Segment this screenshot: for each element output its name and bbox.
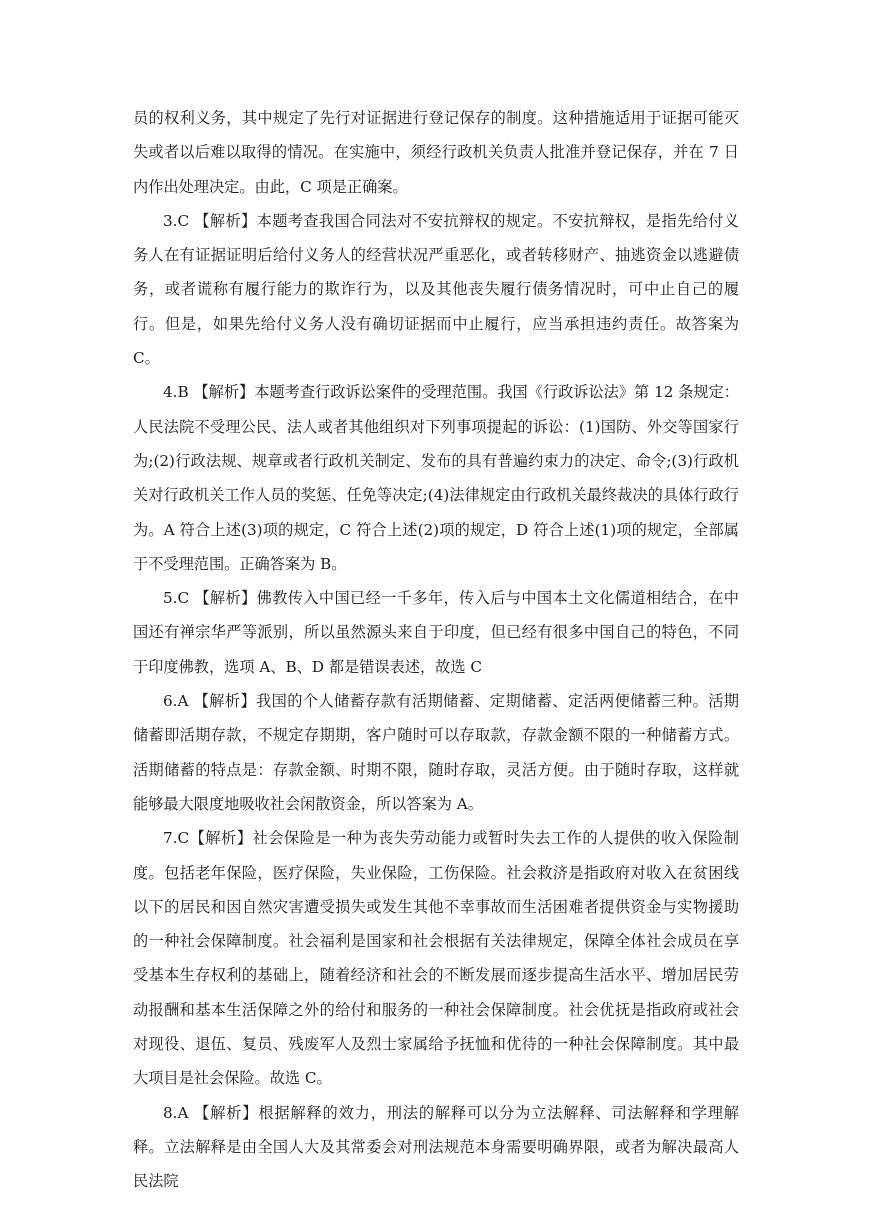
paragraph-answer-7: 7.C【解析】社会保险是一种为丧失劳动能力或暂时失去工作的人提供的收入保险制度。包括老年保险，医疗保险，失业保险，工伤保险。社会救济是指政府对收入在贫困线以下的居民和因自然灾害遭受损失或发生其他不幸事故而生活困难者提供资金与实物援助的一种社会保障制度。社会福利是国家和社会根据有关法律规定，保障全体社会成员在享受基本生存权利的基础上，随着经济和社会的不断发展而逐步提高生活水平、增加居民劳动报酬和基本生活保障之外的给付和服务的一种社会保障制度。社会优抚是指政府或社会对现役、退伍、复员、残废军人及烈士家属给予抚恤和优待的一种社会保障制度。其中最大项目是社会保险。故选 C。 [133, 829, 739, 1088]
paragraph-answer-4: 4.B 【解析】本题考查行政诉讼案件的受理范围。我国《行政诉讼法》第 12 条规定：人民法院不受理公民、法人或者其他组织对下列事项提起的诉讼：(1)国防、外交等国家行为;(2)行政法规、规章或者行政机关制定、发布的具有普遍约束力的决定、命令;(3)行政机关对行政机关工作人员的奖惩、任免等决定;(4)法律规定由行政机关最终裁决的具体行政行为。A 符合上述(3)项的规定，C 符合上述(2)项的规定，D 符合上述(1)项的规定，全部属于不受理范围。正确答案为 B。 [133, 383, 739, 573]
paragraph-answer-3: 3.C 【解析】本题考查我国合同法对不安抗辩权的规定。不安抗辩权，是指先给付义务人在有证据证明后给付义务人的经营状况严重恶化，或者转移财产、抽逃资金以逃避债务，或者谎称有履行能力的欺诈行为，以及其他丧失履行债务情况时，可中止自己的履行。但是，如果先给付义务人没有确切证据而中止履行，应当承担违约责任。故答案为 C。 [133, 211, 739, 368]
paragraph-answer-8: 8.A 【解析】根据解释的效力，刑法的解释可以分为立法解释、司法解释和学理解释。立法解释是由全国人大及其常委会对刑法规范本身需要明确界限，或者为解决最高人民法院 [133, 1103, 739, 1191]
paragraph-answer-6: 6.A 【解析】我国的个人储蓄存款有活期储蓄、定期储蓄、定活两便储蓄三种。活期储蓄即活期存款，不规定存期期，客户随时可以存取款，存款金额不限的一种储蓄方式。活期储蓄的特点是：存款金额、时期不限，随时存取，灵活方便。由于随时存取，这样就能够最大限度地吸收社会闲散资金，所以答案为 A。 [133, 692, 739, 813]
paragraph-continuation: 员的权利义务，其中规定了先行对证据进行登记保存的制度。这种措施适用于证据可能灭失或者以后难以取得的情况。在实施中，须经行政机关负责人批准并登记保存，并在 7 日内作出处理决定。由此，C 项是正确案。 [133, 109, 739, 196]
paragraph-answer-5: 5.C 【解析】佛教传入中国已经一千多年，传入后与中国本土文化儒道相结合，在中国还有禅宗华严等派别，所以虽然源头来自于印度，但已经有很多中国自己的特色，不同于印度佛教，选项 A、B、D 都是错误表述，故选 C [133, 589, 739, 676]
